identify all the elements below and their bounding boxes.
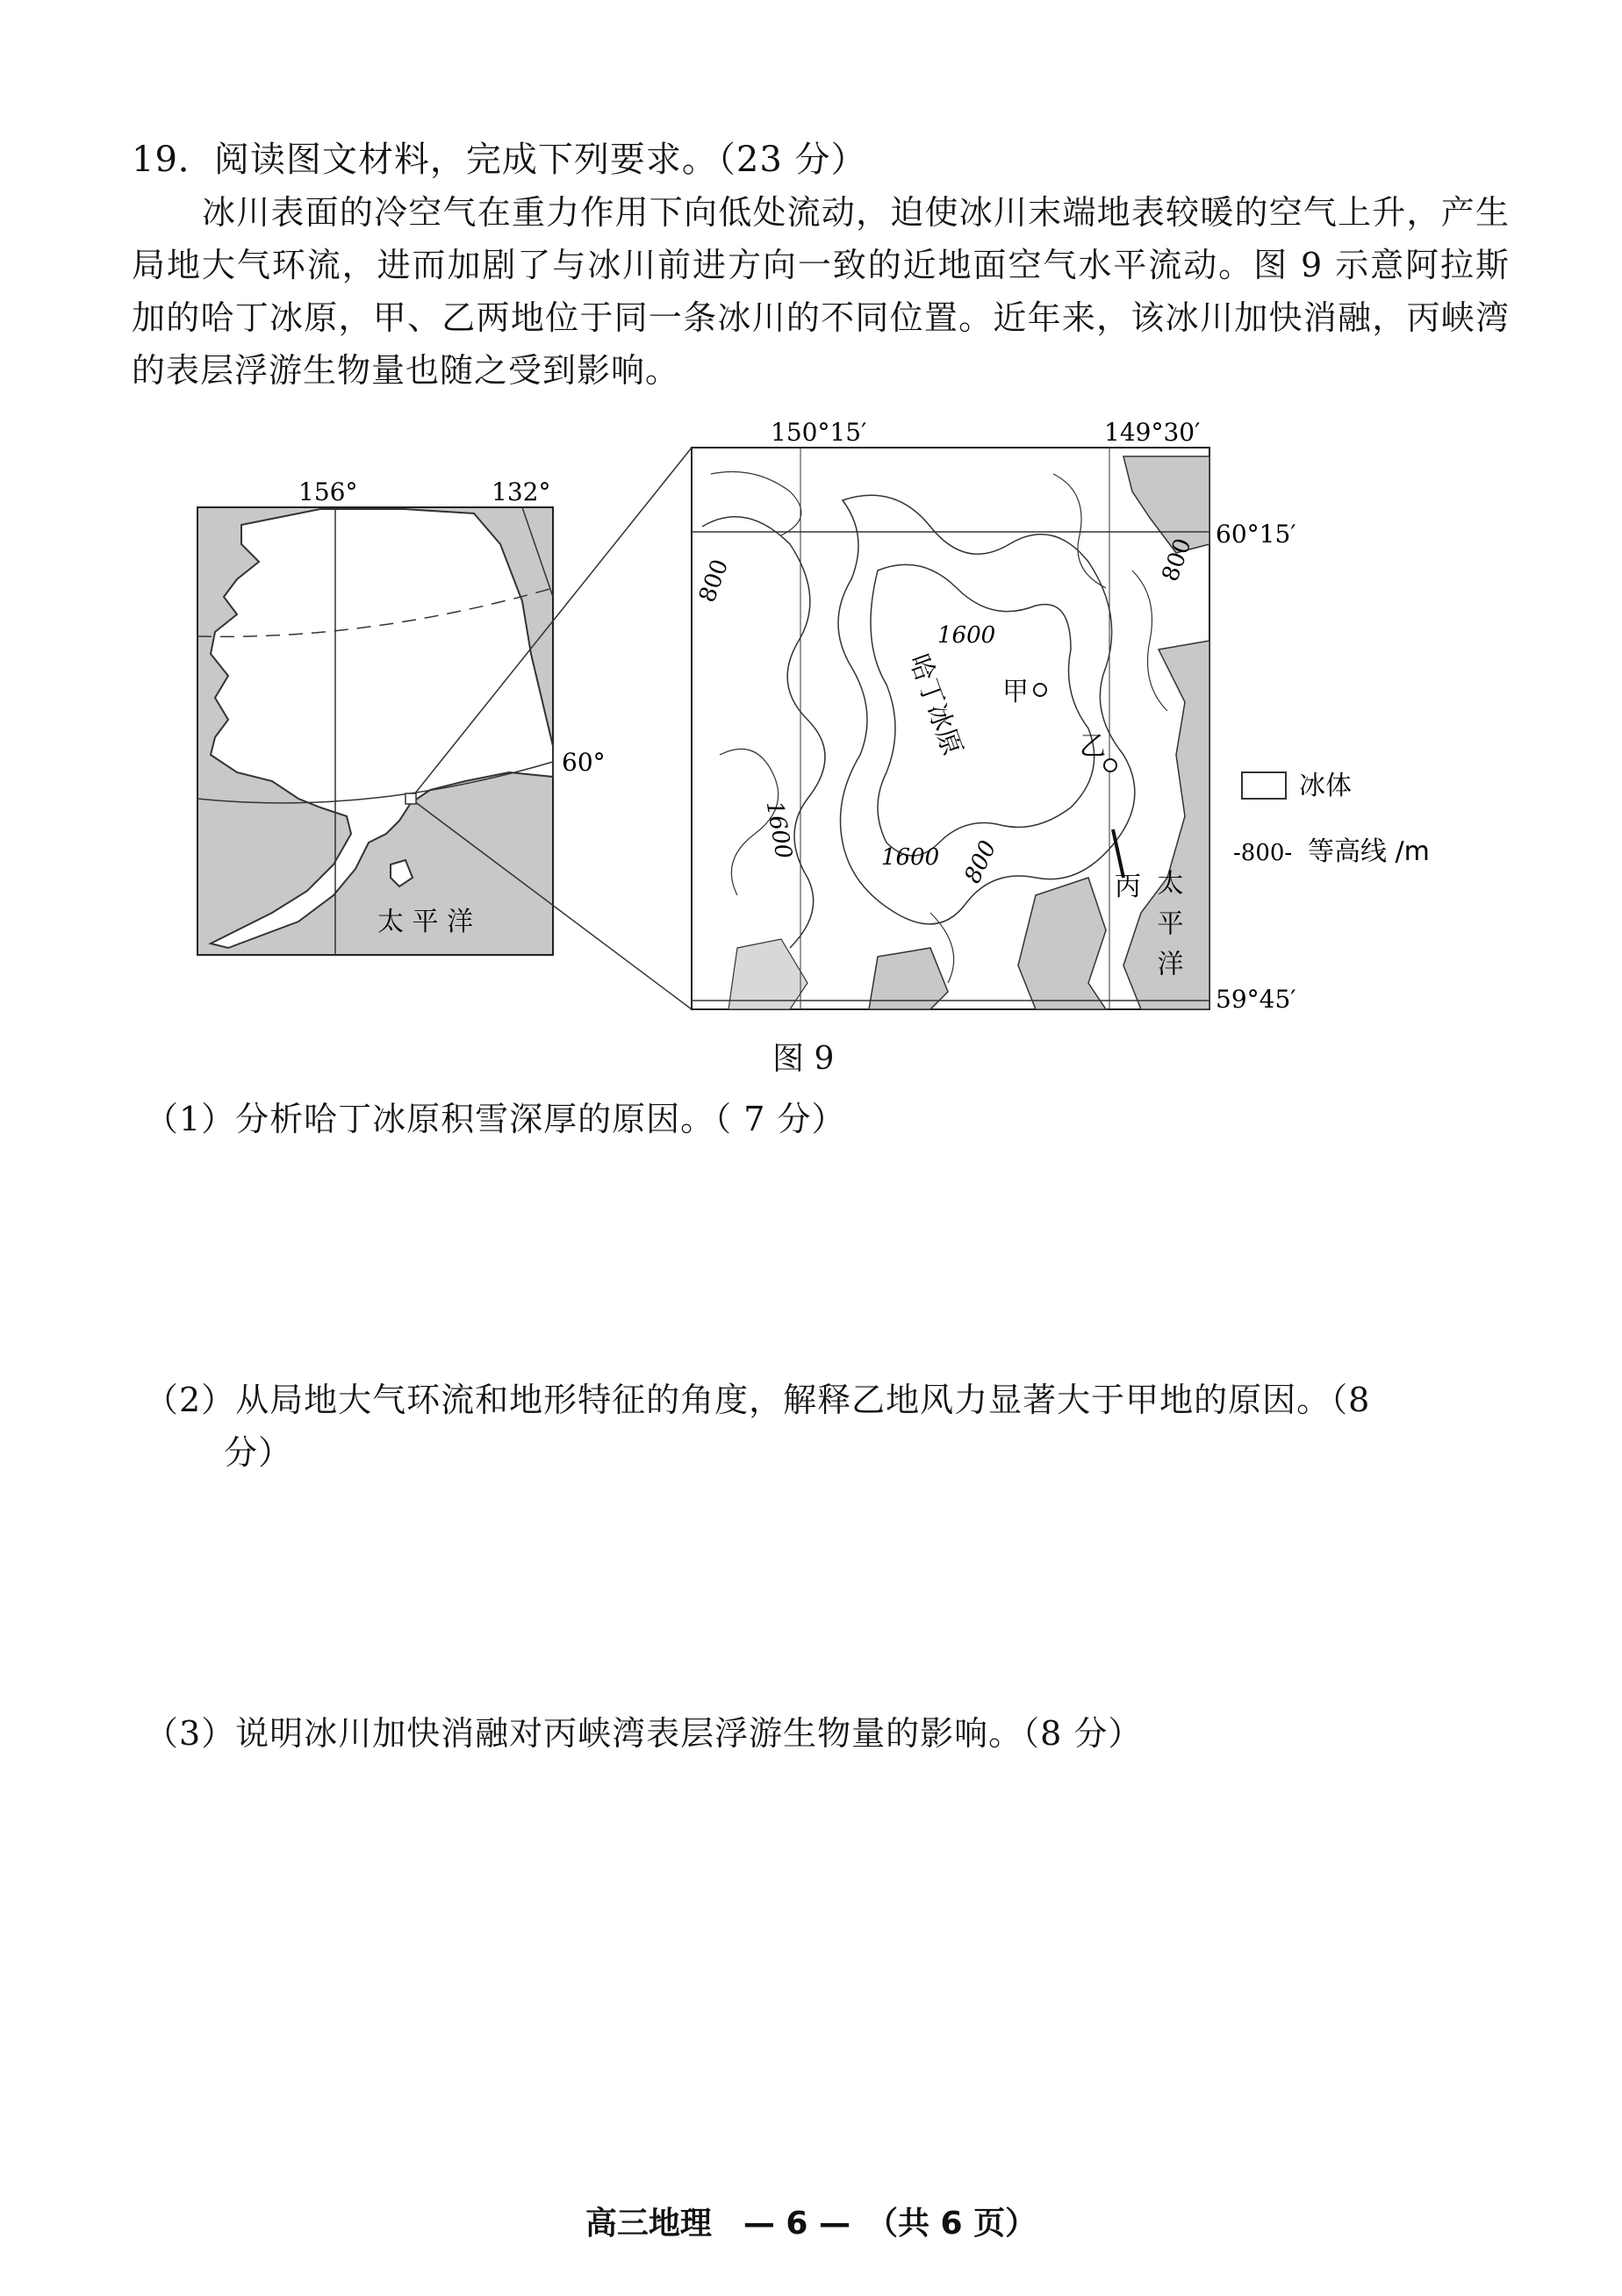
legend-ice-swatch	[1242, 772, 1286, 799]
figure-svg	[176, 418, 1430, 1088]
contour-label-1600-bottom: 1600	[881, 844, 940, 871]
contour-label-1600-top: 1600	[937, 622, 996, 649]
legend-contour-symbol: -800-	[1233, 840, 1293, 866]
place-point-jia	[1034, 684, 1046, 696]
contour-label-1600-left: 1600	[760, 799, 797, 861]
overview-map	[197, 448, 692, 1009]
detail-ocean-label: 太平洋	[1152, 869, 1183, 990]
sub-question-2	[145, 1374, 1514, 1479]
legend-contour-label: 等高线 /m	[1308, 836, 1430, 867]
detail-lat-59-45: 59°45′	[1216, 985, 1296, 1014]
sub-question-1-text: （1）分析哈丁冰原积雪深厚的原因。（ 7 分）	[145, 1100, 846, 1138]
figure-9	[176, 418, 1430, 1088]
sub-question-1	[145, 1093, 1514, 1145]
contour-label-800-right: 800	[1157, 535, 1197, 585]
detail-map	[692, 418, 1296, 1014]
overview-lon-156: 156°	[298, 477, 358, 506]
overview-lon-132: 132°	[492, 477, 551, 506]
place-label-jia: 甲	[1002, 677, 1029, 707]
place-point-yi	[1104, 759, 1116, 771]
detail-lon-150-15: 150°15′	[771, 418, 867, 447]
place-label-yi: 乙	[1080, 731, 1106, 762]
figure-caption: 图 9	[772, 1041, 835, 1077]
legend	[1233, 771, 1430, 867]
contour-label-800-left: 800	[693, 556, 735, 606]
sub-question-2-text: （2）从局地大气环流和地形特征的角度，解释乙地风力显著大于甲地的原因。（8	[145, 1381, 1371, 1419]
question-title: 19．阅读图文材料，完成下列要求。（23 分）	[132, 140, 867, 180]
overview-lat-60: 60°	[562, 748, 606, 777]
legend-ice-label: 冰体	[1299, 771, 1352, 801]
contour-label-800-bottom: 800	[959, 836, 1002, 888]
sub-question-3-text: （3）说明冰川加快消融对丙峡湾表层浮游生物量的影响。（8 分）	[145, 1714, 1143, 1753]
page-footer: 高三地理 — 6 — （共 6 页）	[585, 2206, 1037, 2242]
intro-paragraph: 冰川表面的冷空气在重力作用下向低处流动，迫使冰川末端地表较暖的空气上升，产生局地大气环流，进而加剧了与冰川前进方向一致的近地面空气水平流动。图 9 示意阿拉斯加的哈丁冰原，甲、乙两地位于同一条冰川的不同位置。近年来，该冰川加快消融，丙峡湾的表层浮游生物量也随之受到影响。	[132, 193, 1510, 390]
question-intro	[132, 186, 1510, 397]
sub-question-3	[145, 1707, 1514, 1760]
overview-ocean-label: 太 平 洋	[377, 907, 474, 937]
detail-lon-149-30: 149°30′	[1104, 418, 1201, 447]
detail-lat-60-15: 60°15′	[1216, 520, 1296, 549]
icefield-label: 哈丁冰原	[902, 649, 968, 760]
sub-question-2-continuation: 分）	[224, 1433, 293, 1472]
place-label-bing: 丙	[1115, 872, 1141, 902]
